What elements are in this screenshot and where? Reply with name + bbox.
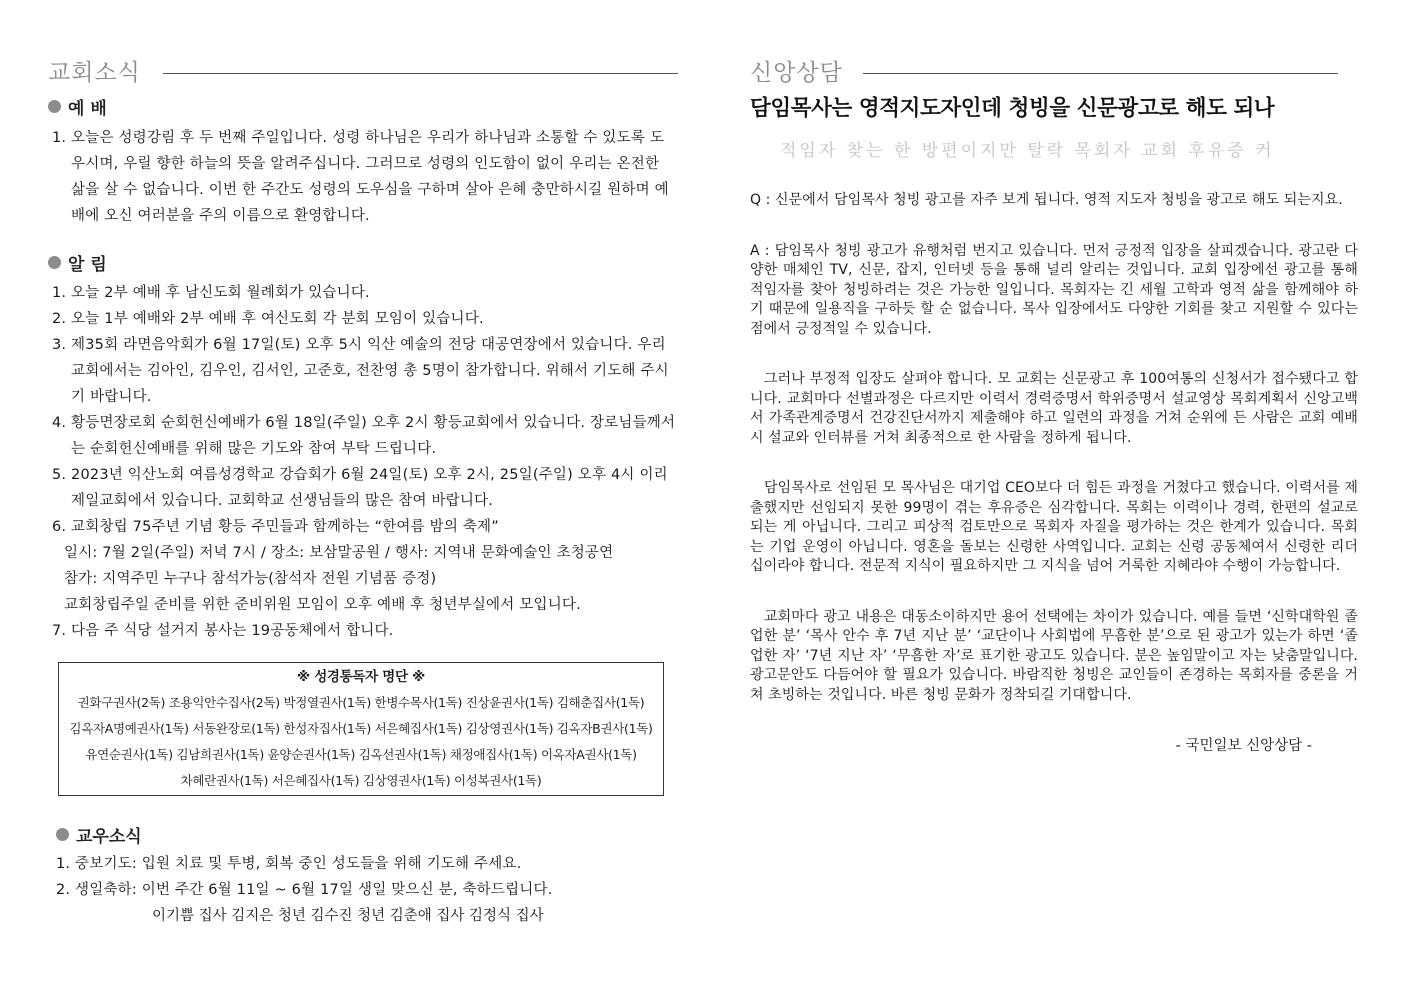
header-rule xyxy=(863,73,1338,74)
item-number: 2. xyxy=(52,311,72,327)
bullet-icon xyxy=(48,100,61,113)
item-text: 다음 주 식당 설거지 봉사는 19공동체에서 합니다. xyxy=(71,623,394,639)
member-news-heading xyxy=(56,822,676,847)
worship-list xyxy=(48,125,678,229)
church-news-column xyxy=(48,52,678,924)
item-number: 1. xyxy=(52,285,72,301)
item-text: 제35회 라면음악회가 6월 17일(토) 오후 5시 익산 예술의 전당 대공연장에서 있습니다. 우리 교회에서는 김아인, 김우인, 김서인, 고준호, 전찬영 총 5명이 참가합니다. 위해서 기도해 주시기 바랍니다. xyxy=(71,337,669,405)
article-paragraph: Q : 신문에서 담임목사 청빙 광고를 자주 보게 됩니다. 영적 지도자 청빙을 광고로 해도 되는지요. xyxy=(750,192,1343,208)
item-number: 1. xyxy=(56,856,76,872)
bible-readers-title: ※ 성경통독자 명단 ※ xyxy=(296,669,426,685)
readers-line: 유연순권사(1독) 김남희권사(1독) 윤양순권사(1독) 김옥선권사(1독) 채정애집사(1독) 이옥자A권사(1독) xyxy=(85,747,637,762)
list-item xyxy=(52,332,678,410)
article-paragraph: 교회마다 광고 내용은 대동소이하지만 용어 선택에는 차이가 있습니다. 예를 들면 ‘신학대학원 졸업한 분’ ‘목사 안수 후 7년 지난 분’ ‘교단이나 사회법에 무흠한 분’으로 된 광고가 있는가 하면 ‘졸업한 자’ ‘7년 지난 자’ ‘무흠한 자’로 표기한 광고도 있습니다. 분은 높임말이고 자는 낮춤말입니다. 광고문안도 다듬어야 할 필요가 있습니다. 바람직한 청빙은 교인들이 존경하는 목회자를 중론을 거쳐 초빙하는 것입니다. 바른 청빙 문화가 정착되길 기대합니다. xyxy=(750,608,1358,703)
article-headline: 담임목사는 영적지도자인데 청빙을 신문광고로 해도 되나 xyxy=(750,96,1275,121)
item-number: 1. xyxy=(52,130,72,146)
notice-section xyxy=(48,250,678,644)
item-text: 오늘 2부 예배 후 남신도회 월례회가 있습니다. xyxy=(71,285,370,301)
list-item xyxy=(52,462,678,514)
readers-line: 권화구권사(2독) 조용익안수집사(2독) 박정열권사(1독) 한병수목사(1독) 진상윤권사(1독) 김해춘집사(1독) xyxy=(77,695,645,710)
item-text: 생일축하: 이번 주간 6월 11일 ~ 6월 17일 생일 맞으신 분, 축하드립니다. xyxy=(75,882,553,898)
list-item xyxy=(56,851,676,877)
article-paragraph: A : 담임목사 청빙 광고가 유행처럼 번지고 있습니다. 먼저 긍정적 입장을 살피겠습니다. 광고란 다양한 매체인 TV, 신문, 잡지, 인터넷 등을 통해 널리 알리는 것입니다. 교회 입장에선 광고를 통해 적임자를 찾아 청빙하려는 것은 가능한 일입니다. 목회자는 긴 세월 고학과 영적 삶을 함께해야 하기 때문에 일용직을 구하듯 할 순 없습니다. 목사 입장에서도 다양한 기회를 찾고 지원할 수 있다는 점에서 긍정적일 수 있습니다. xyxy=(750,242,1358,337)
article-source: - 국민일보 신앙상담 - xyxy=(1175,738,1312,754)
article-paragraph: 담임목사로 선임된 모 목사님은 대기업 CEO보다 더 힘든 과정을 거쳤다고 했습니다. 이력서를 제출했지만 선임되지 못한 99명이 겪는 후유증은 심각합니다. 목회는 이력이나 경력, 한편의 설교로 되는 게 아닙니다. 그리고 피상적 검토만으로 목회자 자질을 평가하는 것은 한계가 있습니다. 목회는 기업 운영이 아닙니다. 영혼을 돌보는 신령한 사역입니다. 교회는 신령 공동체여서 신령한 리더십이라야 합니다. 전문적 지식이 필요하지만 그 지식을 넘어 거룩한 지혜라야 수행이 가능합니다. xyxy=(750,480,1358,574)
article-paragraph: 그러나 부정적 입장도 살펴야 합니다. 모 교회는 신문광고 후 100여통의 신청서가 접수됐다고 합니다. 교회마다 선별과정은 다르지만 이력서 경력증명서 학위증명서 설교영상 목회계획서 신앙고백서 가족관계증명서 건강진단서까지 제출해야 하고 일련의 과정을 거쳐 순위에 든 사람은 교회 예배 시 설교와 인터뷰를 거쳐 최종적으로 한 사람을 정하게 됩니다. xyxy=(750,371,1358,446)
list-item xyxy=(52,280,678,306)
item-text: 2023년 익산노회 여름성경학교 강습회가 6월 24일(토) 오후 2시, 25일(주일) 오후 4시 이리제일교회에서 있습니다. 교회학교 선생님들의 많은 참여 바랍니다. xyxy=(71,467,668,509)
item-text: 오늘은 성령강림 후 두 번째 주일입니다. 성령 하나님은 우리가 하나님과 소통할 수 있도록 도우시며, 우릴 향한 하늘의 뜻을 알려주십니다. 그러므로 성령의 인도함이 없이 우리는 온전한 삶을 살 수 없습니다. 이번 한 주간도 성령의 도우심을 구하며 살아 은혜 충만하시길 원하며 예배에 오신 여러분을 주의 이름으로 환영합니다. xyxy=(71,130,669,224)
list-item xyxy=(52,618,678,644)
church-news-header xyxy=(48,52,678,88)
festival-detail-line: 일시: 7월 2일(주일) 저녁 7시 / 장소: 보삼말공원 / 행사: 지역내 문화예술인 초청공연 xyxy=(64,545,614,561)
article-body xyxy=(750,191,1358,705)
bible-readers-box xyxy=(58,662,664,796)
bullet-icon xyxy=(48,256,61,269)
article-subheadline: 적임자 찾는 한 방편이지만 탈락 목회자 교회 후유증 커 xyxy=(780,141,1275,161)
church-news-title: 교회소식 xyxy=(48,59,141,86)
worship-title: 예 배 xyxy=(68,99,107,119)
readers-line: 차혜란권사(1독) 서은혜집사(1독) 김상영권사(1독) 이성복권사(1독) xyxy=(180,773,542,788)
list-item xyxy=(56,877,676,903)
item-number: 2. xyxy=(56,882,76,898)
member-news-section xyxy=(56,822,676,929)
faith-counseling-header xyxy=(750,52,1358,88)
member-news-list xyxy=(56,851,676,903)
notice-title: 알 림 xyxy=(68,255,107,275)
item-number: 3. xyxy=(52,337,72,353)
notice-heading xyxy=(48,250,678,275)
item-number: 7. xyxy=(52,623,72,639)
faith-counseling-title: 신앙상담 xyxy=(750,59,843,86)
list-item xyxy=(52,410,678,462)
worship-section xyxy=(48,94,678,229)
item-number: 6. xyxy=(52,519,72,535)
item-number: 4. xyxy=(52,415,72,431)
item-text: 황등면장로회 순회헌신예배가 6월 18일(주일) 오후 2시 황등교회에서 있습니다. 장로님들께서는 순회헌신예배를 위해 많은 기도와 참여 부탁 드립니다. xyxy=(71,415,676,457)
readers-line: 김옥자A명예권사(1독) 서동완장로(1독) 한성자집사(1독) 서은혜집사(1독) 김상영권사(1독) 김옥자B권사(1독) xyxy=(69,721,653,736)
list-item xyxy=(52,125,678,229)
faith-counseling-column xyxy=(750,52,1358,755)
notice-list xyxy=(48,280,678,644)
festival-detail-line: 교회창립주일 준비를 위한 준비위원 모임이 오후 예배 후 청년부실에서 모입니다. xyxy=(64,597,581,613)
item-number: 5. xyxy=(52,467,72,483)
festival-detail-line: 참가: 지역주민 누구나 참석가능(참석자 전원 기념품 증정) xyxy=(64,571,437,587)
header-rule xyxy=(163,73,678,74)
item-text: 오늘 1부 예배와 2부 예배 후 여신도회 각 분회 모임이 있습니다. xyxy=(71,311,484,327)
item-text: 중보기도: 입원 치료 및 투병, 회복 중인 성도들을 위해 기도해 주세요. xyxy=(75,856,522,872)
list-item xyxy=(52,514,678,540)
birthday-names: 이기쁨 집사 김지은 청년 김수진 청년 김춘애 집사 김정식 집사 xyxy=(152,908,544,924)
member-news-title: 교우소식 xyxy=(76,827,142,847)
worship-heading xyxy=(48,94,678,119)
bullet-icon xyxy=(56,828,69,841)
item-text: 교회창립 75주년 기념 황등 주민들과 함께하는 “한여름 밤의 축제” xyxy=(71,519,499,535)
list-item xyxy=(52,306,678,332)
